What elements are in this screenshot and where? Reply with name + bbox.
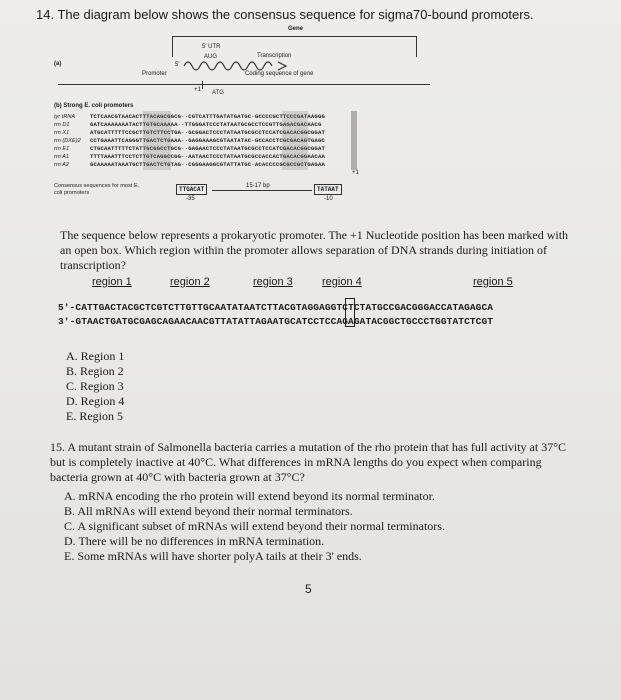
q15-option-e: E. Some mRNAs will have shorter polyA tails at their 3' ends. [64, 549, 362, 563]
plus-one-b-label: +1 [352, 170, 359, 176]
consensus-label: Consensus sequences for most E. coli promoters [54, 183, 140, 196]
minus10-label: -10 [324, 196, 333, 202]
panel-a-label: (a) [54, 61, 62, 67]
plus-one-box-marker [345, 298, 355, 327]
q15-option-b: B. All mRNAs will extend beyond their normal terminators. [64, 504, 353, 518]
minus35-consensus: TTGACAT [176, 184, 207, 195]
bottom-strand-sequence: 3'-GTAACTGATGCGAGCAGAACAACGTTATATTAGAATGCATCCTCCAGAGATACGGCTGCCCTGGTATCTCGT [58, 316, 494, 327]
seq-row: rrn A2 GCAAAAATAAATGCTTGACTCTGTAG··CGGGAAGGCGTATTATGC·ACACCCCGCGCCGCTGAGAA [54, 161, 325, 168]
spacer-line [212, 190, 312, 191]
atg-label: ATG [212, 90, 224, 96]
q14-option-e: E. Region 5 [66, 409, 123, 423]
minus35-label: -35 [186, 196, 195, 202]
q14-option-d: D. Region 4 [66, 394, 125, 408]
region-3-label: region 3 [253, 276, 293, 288]
region-2-label: region 2 [170, 276, 210, 288]
q14-option-a: A. Region 1 [66, 349, 125, 363]
seq-row: tyr tRNA TCTCAACGTAACACTTTACAGCGGCG··CGTCATTTGATATGATGC·GCCCCGCTTCCCGATAAGGG [54, 113, 325, 120]
spacer-label: 15-17 bp [246, 183, 270, 189]
mrna-wave-icon [182, 58, 292, 72]
transcription-label: Transcription [257, 53, 292, 59]
question-14-title: 14. The diagram below shows the consensus sequence for sigma70-bound promoters. [36, 7, 534, 22]
region-5-label: region 5 [473, 276, 513, 288]
q15-option-a: A. mRNA encoding the rho protein will extend beyond its normal terminator. [64, 489, 435, 503]
utr-label: 5' UTR [202, 44, 221, 50]
dna-line [58, 84, 430, 85]
region-4-label: region 4 [322, 276, 362, 288]
seq-row: rrn E1 CTGCAATTTTTCTATTGCGGCCTGCG··GAGAACTCCCTATAATGCGCCTCCATCGACACGGCGGAT [54, 145, 325, 152]
page-number: 5 [305, 582, 312, 596]
aug-label: AUG [204, 54, 218, 60]
promoter-label: Promoter [142, 71, 167, 77]
question-14-prompt: The sequence below represents a prokaryotic promoter. The +1 Nucleotide position has been marked with an open box. Which region within the promoter allows separation of DNA strands during initiation of transcription? [60, 228, 569, 272]
region-1-label: region 1 [92, 276, 132, 288]
plus-one-label: +1 [194, 87, 201, 93]
panel-b-title: (b) Strong E. coli promoters [54, 103, 134, 109]
q15-option-c: C. A significant subset of mRNAs will extend beyond their normal terminators. [64, 519, 445, 533]
start-tick [202, 81, 203, 89]
q15-option-d: D. There will be no differences in mRNA termination. [64, 534, 325, 548]
minus10-consensus: TATAAT [314, 184, 342, 195]
promoter-figure [52, 24, 572, 214]
minus35-highlight [143, 111, 171, 170]
minus10-highlight [282, 111, 308, 170]
question-15-prompt: 15. A mutant strain of Salmonella bacteria carries a mutation of the rho protein that has full activity at 37°C but is completely inactive at 40°C. What differences in mRNA lengths do you expect when comparing bacteria grown at 40°C with bacteria grown at 37°C? [50, 440, 566, 484]
plus-one-highlight [351, 111, 357, 170]
coding-label: Coding sequence of gene [245, 71, 314, 77]
top-strand-sequence: 5'-CATTGACTACGCTCGTCTTGTTGCAATATAATCTTACGTAGGAGGTCTCTATGCCGACGGGACCATAGAGCA [58, 302, 494, 313]
gene-label: Gene [288, 26, 304, 32]
seq-row: rrn A1 TTTTAAATTTCCTCTTGTCAGGCCGG··AATAACTCCCTATAATGCGCCACCACTGACACGGAACAA [54, 153, 325, 160]
five-prime-label: 5' [175, 62, 180, 68]
q14-option-b: B. Region 2 [66, 364, 124, 378]
seq-row: rrn X1 ATGCATTTTTCCGCTTGTCTTCCTGA··GCGGACTCCCTATAATGCGCCTCCATCGACACGGCGGAT [54, 129, 325, 136]
seq-row: rrn (DXE)2 CCTGAAATTCAGGGTTGACTCTGAAA··GAGGAAAGCGTAATATAC·GCCACCTCGCGACAGTGAGC [54, 137, 325, 144]
q14-option-c: C. Region 3 [66, 379, 124, 393]
seq-row: rrn D1 GATCAAAAAAATACTTGTGCAAAAA··TTGGGATCCCTATAATGCGCCTCCGTTGAGACGACAACG [54, 121, 322, 128]
